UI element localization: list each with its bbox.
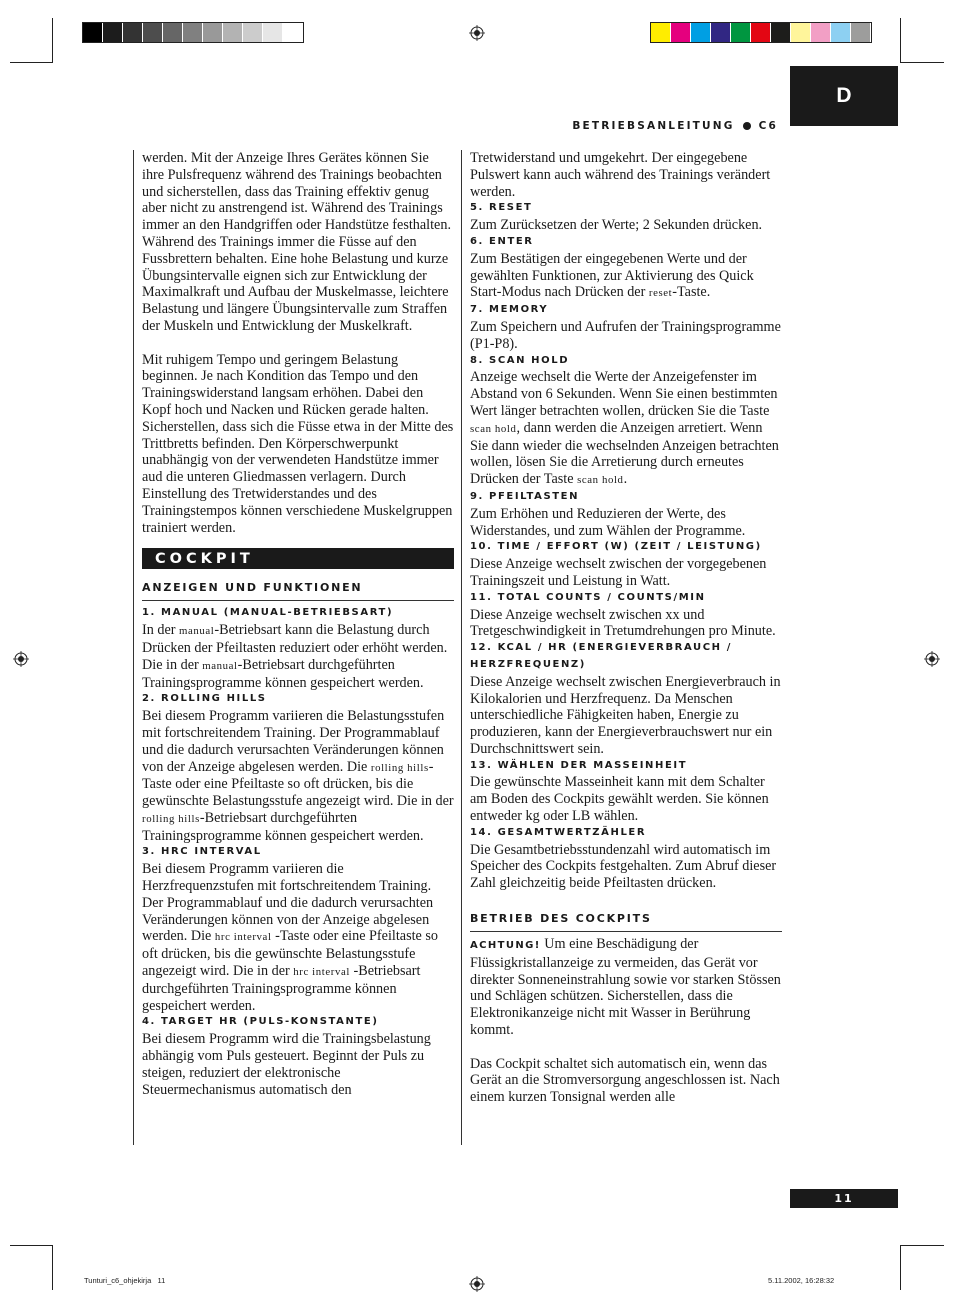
color-swatch [223,23,243,42]
item-heading: 5. RESET [470,202,533,214]
crop-mark [900,18,901,63]
color-swatch [831,23,851,42]
color-swatch [811,23,831,42]
color-swatch [103,23,123,42]
color-swatch [123,23,143,42]
item-heading: 9. PFEILTASTEN [470,490,580,502]
process-color-bar [650,22,872,43]
item-text: Anzeige wechselt die Werte der Anzeigefenster im Abstand von 6 Sekunden. Wenn Sie einen bestimmten Wert länger betrachten wollen, drücken Sie die Taste scan hold, dann werden die Anzeigen arretiert. Wenn Sie dann wieder die wechselnden Anzeigen betrachten wollen, lösen Sie die Arretierung durch erneutes Drücken der Taste scan hold. [470,369,779,488]
item-heading: 6. ENTER [470,235,534,247]
bullet-icon [743,122,751,130]
color-swatch [143,23,163,42]
registration-mark-icon [924,651,940,667]
subsection-title: ANZEIGEN UND FUNKTIONEN [142,579,454,601]
color-swatch [263,23,283,42]
item-text: In der manual-Betriebsart kann die Belastung durch Drücken der Pfeiltasten reduziert oder erhöht werden. Die in der manual-Betriebsart durchgeführten Trainingsprogramme können gespeichert werden. [142,622,448,691]
item-text: Zum Erhöhen und Reduzieren der Werte, des Widerstandes, und zum Wählen der Programme. [470,505,746,539]
item-text: Die gewünschte Masseinheit kann mit dem Schalter am Boden des Cockpits gewählt werden. Sie können entweder kg oder LB wählen. [470,774,769,825]
print-timestamp: 5.11.2002, 16:28:32 [768,1276,835,1285]
grayscale-color-bar [82,22,304,43]
running-head [560,120,778,132]
color-swatch [163,23,183,42]
item-text: Zum Zurücksetzen der Werte; 2 Sekunden drücken. [470,217,763,234]
color-swatch [183,23,203,42]
item-heading: 8. SCAN HOLD [470,354,570,366]
color-swatch [651,23,671,42]
item-text: Bei diesem Programm wird die Trainingsbelastung abhängig vom Puls gesteuert. Beginnt der Puls zu steigen, reduziert der elektronische Steuermechanismus automatisch den [142,1031,431,1098]
item-heading: 7. MEMORY [470,304,549,316]
continued-paragraph: Tretwiderstand und umgekehrt. Der eingegebene Pulswert kann auch während des Trainings verändert werden. [470,150,771,200]
page-number: 11 [790,1189,898,1208]
running-head-title: BETRIEBSANLEITUNG [572,120,735,132]
color-swatch [243,23,263,42]
item-text: Diese Anzeige wechselt zwischen der vorgegebenen Trainingszeit und Leistung in Watt. [470,556,767,589]
color-swatch [791,23,811,42]
item-text: Die Gesamtbetriebsstundenzahl wird automatisch im Speicher des Cockpits festgehalten. Zum Abruf dieser Zahl gleichzeitig beide Pfeiltasten drücken. [470,841,777,892]
registration-mark-icon [469,1276,485,1292]
item-heading: 1. MANUAL (MANUAL-BETRIEBSART) [142,607,394,619]
item-heading: 10. TIME / EFFORT (W) (ZEIT / LEISTUNG) [470,541,762,553]
subsection-title: BETRIEB DES COCKPITS [470,910,782,932]
item-heading: 11. TOTAL COUNTS / COUNTS/MIN [470,591,706,603]
crop-mark [10,1245,53,1246]
color-swatch [751,23,771,42]
running-head-model: C6 [758,120,778,132]
left-column [133,150,454,1145]
item-text: Zum Speichern und Aufrufen der Trainingsprogramme (P1-P8). [470,318,781,352]
intro-paragraph: werden. Mit der Anzeige Ihres Gerätes können Sie ihre Pulsfrequenz während des Trainings beobachten und sicherstellen, dass das Training effektiv genug aber nicht zu anstrengend ist. Während des Trainings immer an den Handgriffen oder Handstütze festhalten. Während des Trainings immer die Füsse auf den Fussbrettern behalten. Eine hohe Belastung und kurze Übungsintervalle eignen sich zur Entwicklung der Maximalkraft und Aufbau der Muskelmasse, leichtere Belastung und längere Übungsintervalle zum Straffen der Muskeln und Entwicklung der Muskelkraft. [142,150,451,334]
intro-paragraph: Mit ruhigem Tempo und geringem Belastung beginnen. Je nach Kondition das Tempo und den Trainingswiderstand langsam erhöhen. Dabei den Kopf hoch und Nacken und Rücken gerade halten. Sicherstellen, dass sich die Füsse etwa in der Mitte des Trittbretts befinden. Den Körperschwerpunkt unabhängig von der verwendeten Handstütze immer aud die unteren Gliedmassen verlagern. Durch Einstellung des Tretwiderstandes und des Trainingstempos können verschiedene Muskelgruppen trainiert werden. [142,351,454,536]
crop-mark [10,62,53,63]
color-swatch [283,23,303,42]
item-heading: 12. KCAL / HR (ENERGIEVERBRAUCH / HERZFREQUENZ) [470,642,732,670]
registration-mark-icon [469,25,485,41]
registration-mark-icon [13,651,29,667]
warning-label: ACHTUNG! [470,940,541,952]
item-heading: 4. TARGET HR (PULS-KONSTANTE) [142,1016,379,1028]
crop-mark [52,1245,53,1290]
color-swatch [83,23,103,42]
item-heading: 2. ROLLING HILLS [142,693,267,705]
crop-mark [900,62,944,63]
crop-mark [900,1245,901,1290]
file-slug: Tunturi_c6_ohjekirja 11 [84,1276,166,1285]
color-swatch [203,23,223,42]
closing-paragraph: Das Cockpit schaltet sich automatisch ein, wenn das Gerät an die Stromversorgung angeschlossen ist. Nach einem kurzen Tonsignal werden alle [470,1055,780,1106]
crop-mark [900,1245,944,1246]
right-column [461,150,782,1145]
color-swatch [711,23,731,42]
item-text: Bei diesem Programm variieren die Herzfrequenzstufen mit fortschreitendem Training. Der Programmablauf und die dadurch verursachten Veränderungen können von der Anzeige abgelesen werden. Die hrc interval -Taste oder eine Pfeiltaste so oft drücken, bis die gewünschte Belastungsstufe angezeigt wird. Die in der hrc interval -Betriebsart durchgeführten Trainingsprogramme können gespeichert werden. [142,861,439,1014]
item-text: Diese Anzeige wechselt zwischen xx und Tretgeschwindigkeit in Tretumdrehungen pro Minute. [470,606,776,640]
color-swatch [731,23,751,42]
color-swatch [851,23,871,42]
item-heading: 14. GESAMTWERTZÄHLER [470,826,647,838]
warning-paragraph: ACHTUNG! Um eine Beschädigung der Flüssigkristallanzeige zu vermeiden, das Gerät vor direkter Sonneneinstrahlung sowie vor starken Stössen und Schlägen schützen. Sicherstellen, dass die Elektronikanzeige nicht mit Wasser in Berührung kommt. [470,936,781,1039]
crop-mark [52,18,53,63]
item-text: Diese Anzeige wechselt zwischen Energieverbrauch in Kilokalorien und Herzfrequenz. Da Menschen unterschiedliche Fähigkeiten haben, Energie zu produzieren, kann der Energieverbrauchswert nur ein Durchschnittswert sein. [470,673,781,757]
item-heading: 13. WÄHLEN DER MASSEINHEIT [470,759,688,771]
color-swatch [691,23,711,42]
color-swatch [771,23,791,42]
item-text: Zum Bestätigen der eingegebenen Werte und der gewählten Funktionen, zur Aktivierung des Quick Start-Modus nach Drücken der reset-Taste. [470,250,754,301]
color-swatch [671,23,691,42]
language-tab: D [790,66,898,126]
item-heading: 3. HRC INTERVAL [142,846,262,858]
section-title-cockpit: COCKPIT [142,548,454,569]
item-text: Bei diesem Programm variieren die Belastungsstufen mit fortschreitendem Training. Der Programmablauf und die dadurch verursachten Veränderungen können von der Anzeige abgelesen werden. Die rolling hills-Taste oder eine Pfeiltaste so oft drücken, bis die gewünschte Belastungsstufe angezeigt wird. Die in der rolling hills-Betriebsart durchgeführten Trainingsprogramme können gespeichert werden. [142,708,454,844]
